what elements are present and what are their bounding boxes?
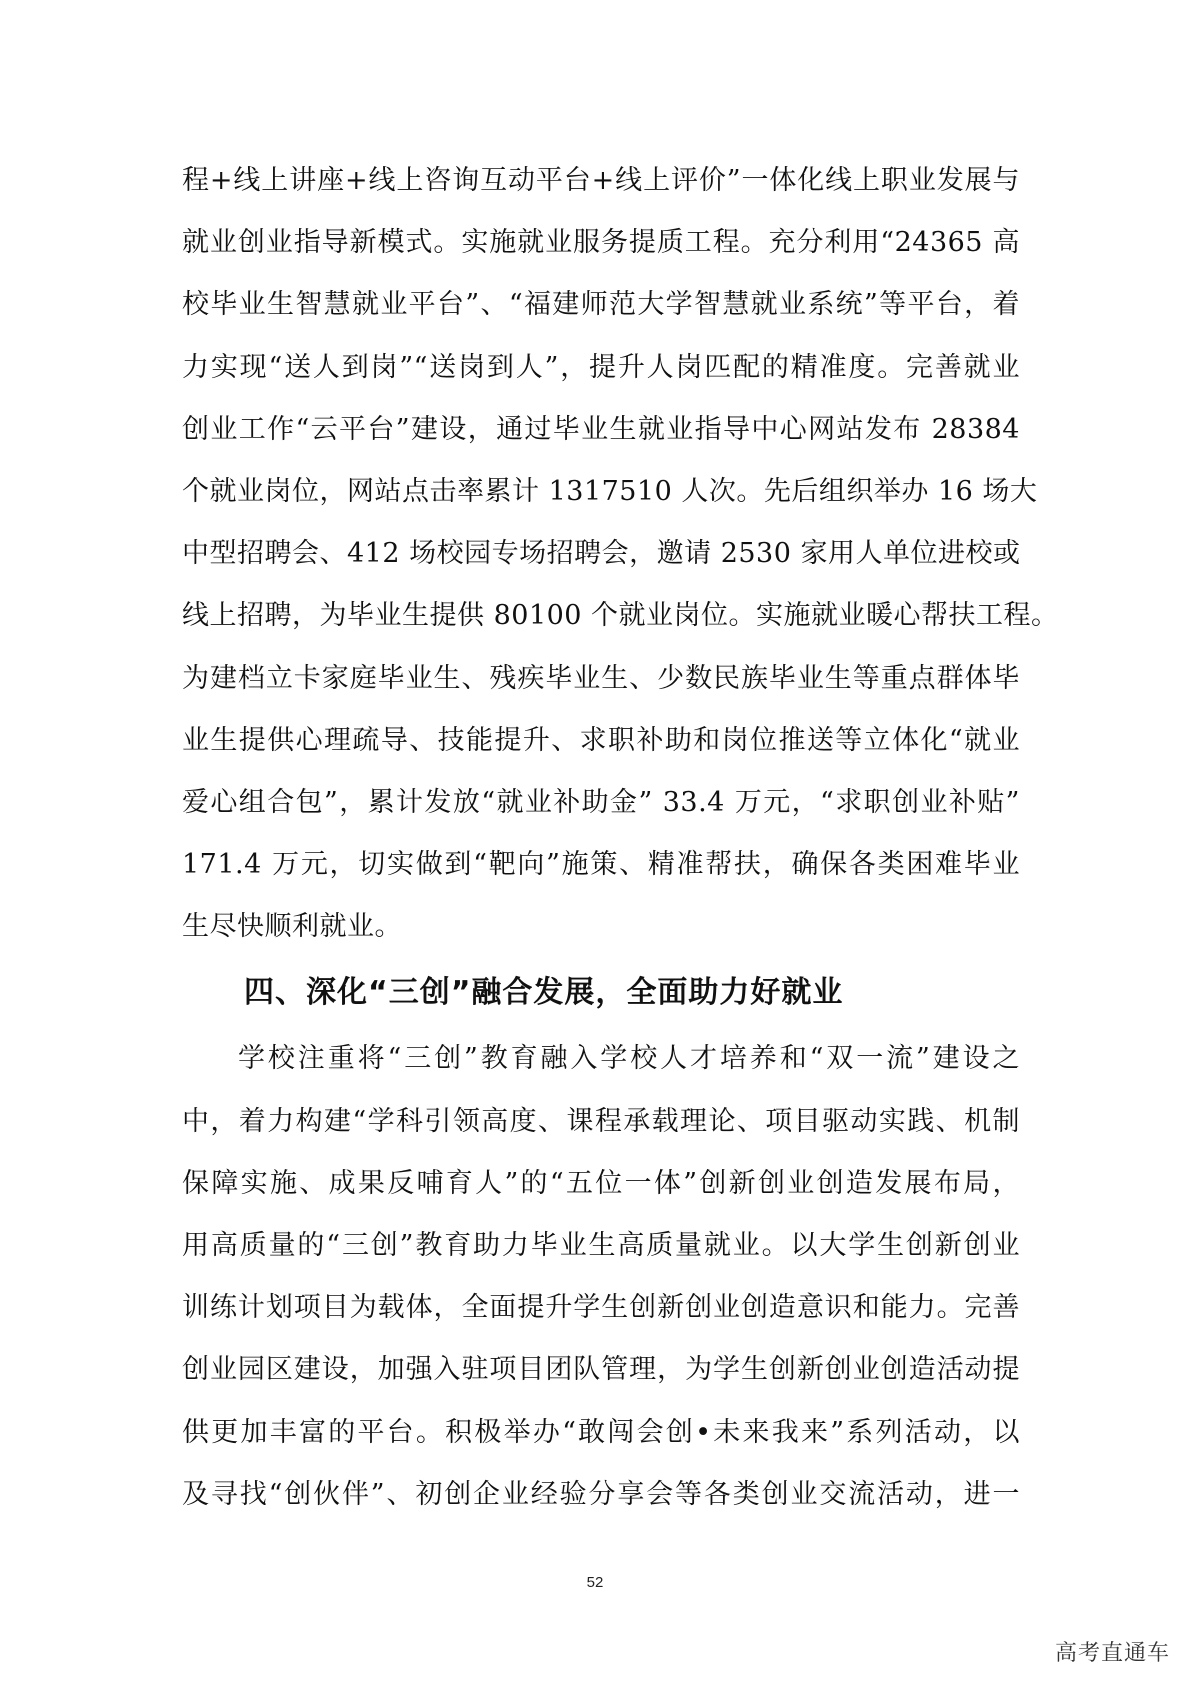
text-line: 训练计划项目为载体，全面提升学生创新创业创造意识和能力。完善 (182, 1292, 1020, 1324)
text-line: 线上招聘，为毕业生提供 80100 个就业岗位。实施就业暖心帮扶工程。 (182, 600, 1059, 632)
text-line: 为建档立卡家庭毕业生、残疾毕业生、少数民族毕业生等重点群体毕 (182, 662, 1020, 694)
document-body (182, 150, 1059, 1526)
text-line: 创业工作“云平台”建设，通过毕业生就业指导中心网站发布 28384 (182, 413, 1020, 445)
text-line: 171.4 万元，切实做到“靶向”施策、精准帮扶，确保各类困难毕业 (182, 849, 1020, 881)
text-line: 保障实施、成果反哺育人”的“五位一体”创新创业创造发展布局， (182, 1167, 1020, 1199)
section-heading: 四、深化“三创”融合发展，全面助力好就业 (244, 975, 844, 1011)
text-line: 校毕业生智慧就业平台”、“福建师范大学智慧就业系统”等平台，着 (182, 289, 1020, 321)
text-line: 业生提供心理疏导、技能提升、求职补助和岗位推送等立体化“就业 (182, 724, 1020, 756)
text-line: 创业园区建设，加强入驻项目团队管理，为学生创新创业创造活动提 (182, 1354, 1020, 1386)
text-line: 个就业岗位，网站点击率累计 1317510 人次。先后组织举办 16 场大 (182, 475, 1038, 507)
text-line: 学校注重将“三创”教育融入学校人才培养和“双一流”建设之 (238, 1043, 1020, 1075)
paragraph-1 (182, 150, 1059, 958)
paragraph-2 (182, 1028, 1020, 1526)
text-line: 力实现“送人到岗”“送岗到人”，提升人岗匹配的精准度。完善就业 (182, 351, 1020, 383)
text-line: 就业创业指导新模式。实施就业服务提质工程。充分利用“24365 高 (182, 227, 1020, 259)
text-line: 供更加丰富的平台。积极举办“敢闯会创•未来我来”系列活动，以 (182, 1416, 1020, 1448)
page-number: 52 (586, 1574, 604, 1591)
text-line: 及寻找“创伙伴”、初创企业经验分享会等各类创业交流活动，进一 (182, 1478, 1020, 1510)
text-line: 中型招聘会、412 场校园专场招聘会，邀请 2530 家用人单位进校或 (182, 538, 1021, 570)
watermark-text: 高考直通车 (1054, 1641, 1170, 1666)
text-line: 程+线上讲座+线上咨询互动平台+线上评价”一体化线上职业发展与 (182, 165, 1020, 196)
text-line: 中，着力构建“学科引领高度、课程承载理论、项目驱动实践、机制 (182, 1105, 1020, 1137)
text-line: 生尽快顺利就业。 (182, 911, 402, 943)
text-line: 用高质量的“三创”教育助力毕业生高质量就业。以大学生创新创业 (182, 1230, 1020, 1261)
text-line: 爱心组合包”，累计发放“就业补助金” 33.4 万元，“求职创业补贴” (182, 786, 1020, 818)
